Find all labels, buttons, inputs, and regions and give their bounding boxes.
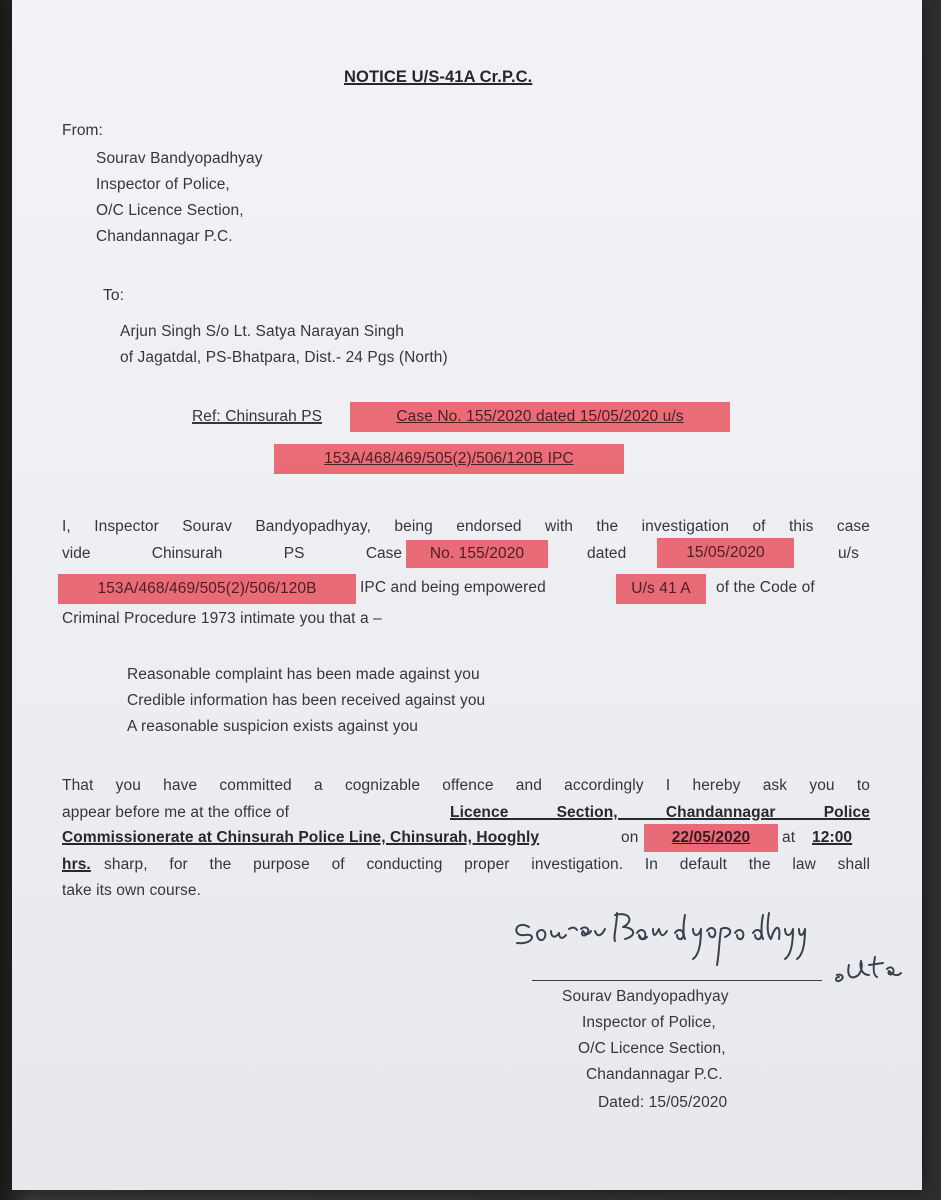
- from-line: Inspector of Police,: [96, 176, 230, 193]
- from-line: Chandannagar P.C.: [96, 228, 233, 245]
- handwritten-signature-icon: [507, 905, 907, 995]
- notice-title: NOTICE U/S-41A Cr.P.C.: [344, 68, 533, 86]
- case-number-highlight: No. 155/2020: [406, 540, 548, 568]
- body-line: Criminal Procedure 1973 intimate you that a –: [62, 610, 382, 627]
- body-word: Case: [365, 545, 402, 562]
- reason-item: Reasonable complaint has been made against you: [127, 666, 480, 683]
- from-line: Sourav Bandyopadhyay: [96, 150, 263, 167]
- reason-item: A reasonable suspicion exists against you: [127, 718, 419, 735]
- notice-document: [12, 0, 922, 1190]
- venue-line-1: Licence Section, Chandannagar Police: [450, 804, 870, 821]
- from-line: O/C Licence Section,: [96, 202, 244, 219]
- directive-text: sharp, for the purpose of conducting proper investigation. In default the law shall: [104, 856, 870, 873]
- signature-date: Dated: 15/05/2020: [598, 1094, 728, 1111]
- directive-line: take its own course.: [62, 882, 201, 899]
- directive-text: on: [621, 829, 639, 846]
- body-text: IPC and being empowered: [360, 579, 546, 596]
- sections-highlight: 153A/468/469/505(2)/506/120B: [58, 574, 356, 604]
- ref-highlight-sections: 153A/468/469/505(2)/506/120B IPC: [274, 444, 624, 474]
- case-date-highlight: 15/05/2020: [657, 538, 794, 568]
- to-line: Arjun Singh S/o Lt. Satya Narayan Singh: [120, 323, 404, 340]
- body-line-2: [62, 542, 402, 566]
- appear-time-unit: hrs.: [62, 856, 91, 873]
- body-line: I, Inspector Sourav Bandyopadhyay, being endorsed with the investigation of this case: [62, 518, 870, 535]
- body-word: Chinsurah: [151, 545, 223, 562]
- body-text: of the Code of: [716, 579, 815, 596]
- ref-prefix: Ref: Chinsurah PS: [192, 408, 323, 425]
- signatory-line: Sourav Bandyopadhyay: [562, 988, 729, 1005]
- directive-text: at: [782, 829, 796, 846]
- signature-line: [532, 980, 822, 981]
- to-label: To:: [103, 287, 124, 304]
- from-label: From:: [62, 122, 103, 139]
- body-word: u/s: [838, 545, 859, 562]
- directive-text: appear before me at the office of: [62, 804, 290, 821]
- venue-line-2: Commissionerate at Chinsurah Police Line, Chinsurah, Hooghly: [62, 829, 540, 846]
- body-word: dated: [587, 545, 627, 562]
- signatory-line: Inspector of Police,: [582, 1014, 716, 1031]
- body-word: vide: [62, 545, 91, 562]
- signatory-line: O/C Licence Section,: [578, 1040, 726, 1057]
- appear-time: 12:00: [812, 829, 853, 846]
- reason-item: Credible information has been received against you: [127, 692, 486, 709]
- appear-date-highlight: 22/05/2020: [644, 824, 778, 852]
- body-word: PS: [283, 545, 305, 562]
- ref-highlight-case: Case No. 155/2020 dated 15/05/2020 u/s: [350, 402, 730, 432]
- section-41a-highlight: U/s 41 A: [616, 574, 706, 604]
- to-line: of Jagatdal, PS-Bhatpara, Dist.- 24 Pgs (North): [120, 349, 448, 366]
- signatory-line: Chandannagar P.C.: [586, 1066, 723, 1083]
- directive-line: That you have committed a cognizable offence and accordingly I hereby ask you to: [62, 777, 870, 794]
